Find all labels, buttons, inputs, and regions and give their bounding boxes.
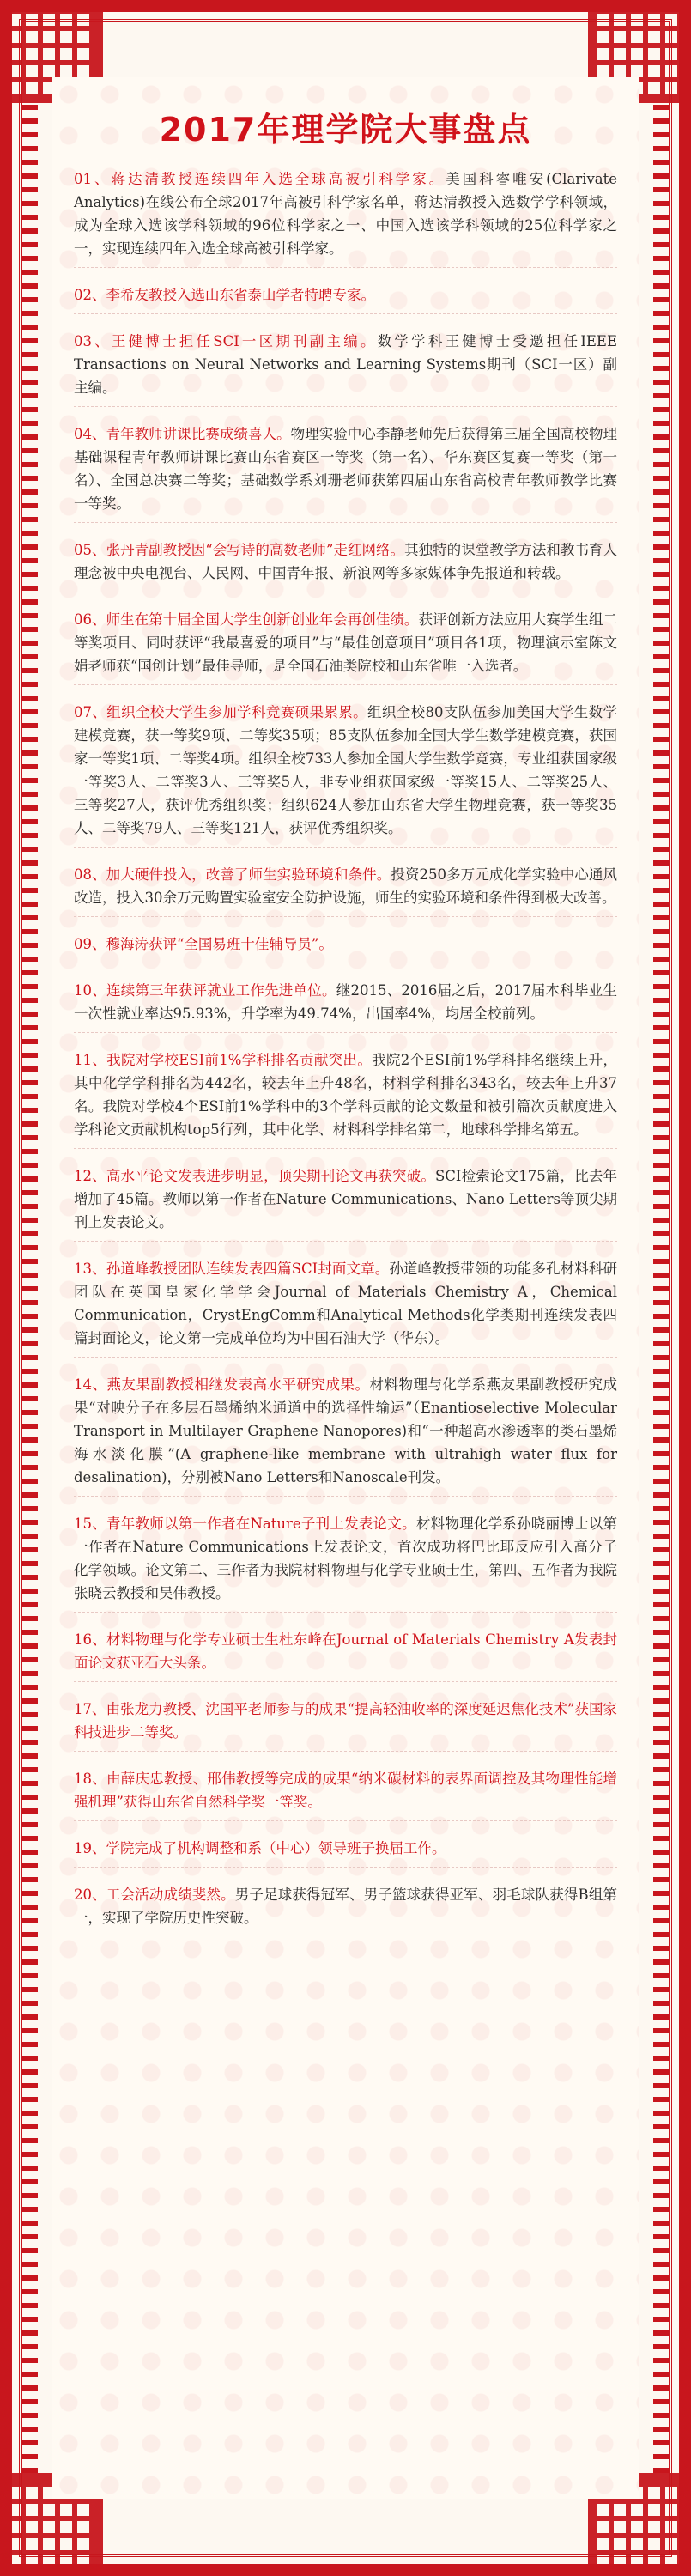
- event-headline: 青年教师讲课比赛成绩喜人。: [106, 426, 291, 442]
- event-number: 10、: [74, 982, 106, 999]
- event-number: 20、: [74, 1886, 106, 1903]
- event-number: 02、: [74, 287, 106, 303]
- event-number: 16、: [74, 1631, 106, 1648]
- event-headline: 连续第三年获评就业工作先进单位。: [106, 982, 336, 999]
- event-body: 数学学科王健博士受邀担任IEEE Transactions on Neural Networks and Learning Systems期刊（SCI一区）副主编。: [74, 333, 617, 396]
- event-number: 17、: [74, 1701, 106, 1717]
- event-item: [74, 1373, 617, 1497]
- event-number: 11、: [74, 1052, 107, 1068]
- event-number: 12、: [74, 1168, 106, 1184]
- event-body: 获评创新方法应用大赛学生组二等奖项目、同时获评“我最喜爱的项目”与“最佳创意项目”项目各1项，物理演示室陈文娟老师获“国创计划”最佳导师，是全国石油类院校和山东省唯一入选者。: [74, 611, 618, 674]
- event-number: 01、: [74, 171, 112, 187]
- event-number: 07、: [74, 704, 107, 720]
- event-item: [74, 863, 617, 917]
- event-headline: 学院完成了机构调整和系（中心）领导班子换届工作。: [106, 1840, 446, 1856]
- event-headline: 师生在第十届全国大学生创新创业年会再创佳绩。: [106, 611, 419, 628]
- event-number: 15、: [74, 1516, 106, 1532]
- event-number: 06、: [74, 611, 106, 628]
- side-pattern-right: [653, 103, 669, 2473]
- event-number: 05、: [74, 542, 106, 558]
- event-item: [74, 422, 617, 523]
- event-item: [74, 933, 617, 963]
- event-headline: 材料物理与化学专业硕士生杜东峰在Journal of Materials Chemistry A发表封面论文获亚石大头条。: [74, 1631, 618, 1671]
- event-item: [74, 608, 617, 685]
- event-headline: 由张龙力教授、沈国平老师参与的成果“提高轻油收率的深度延迟焦化技术”获国家科技进步二等奖。: [74, 1701, 617, 1741]
- event-item: [74, 167, 617, 268]
- event-headline: 燕友果副教授相继发表高水平研究成果。: [106, 1376, 370, 1393]
- page-title: 2017年理学院大事盘点: [159, 111, 532, 149]
- event-number: 08、: [74, 866, 106, 883]
- event-item: [74, 538, 617, 592]
- event-body: 孙道峰教授带领的功能多孔材料科研团队在英国皇家化学学会Journal of Materials Chemistry A，Chemical Communication，CrystEngComm和Analytical Methods化学类期刊连续发表四篇封面论文，论文第一完成单位均为中国石油大学（华东）。: [74, 1261, 618, 1346]
- event-headline: 李希友教授入选山东省泰山学者特聘专家。: [106, 287, 375, 303]
- event-number: 13、: [74, 1261, 106, 1277]
- event-number: 09、: [74, 936, 106, 952]
- event-body: 材料物理化学系孙晓丽博士以第一作者在Nature Communications上发表论文，首次成功将巴比耶反应引入高分子化学领域。论文第二、三作者为我院材料物理与化学专业硕士生，第四、五作者为我院张晓云教授和吴伟教授。: [74, 1516, 618, 1601]
- event-body: 美国科睿唯安(Clarivate Analytics)在线公布全球2017年高被引科学家名单，蒋达清教授入选数学学科领域，成为全球入选该学科领域的96位科学家之一、中国入选该学科领域的25位科学家之一，实现连续四年入选全球高被引科学家。: [74, 171, 617, 257]
- event-item: [74, 1257, 617, 1358]
- event-headline: 孙道峰教授团队连续发表四篇SCI封面文章。: [106, 1261, 390, 1277]
- event-body: 投资250多万元成化学实验中心通风改造，投入30余万元购置实验室安全防护设施，师生的实验环境和条件得到极大改善。: [74, 866, 618, 906]
- event-body: 组织全校80支队伍参加美国大学生数学建模竞赛，获一等奖9项、二等奖35项；85支队伍参加全国大学生数学建模竞赛，获国家一等奖1项、二等奖4项。组织全校733人参加全国大学生数学竞赛，专业组获国家级一等奖3人、二等奖3人、三等奖5人，非专业组获国家级一等奖15人、二等奖25人、三等奖27人，获评优秀组织奖；组织624人参加山东省大学生物理竞赛，获一等奖35人、二等奖79人、三等奖121人，获评优秀组织奖。: [74, 704, 617, 836]
- event-number: 04、: [74, 426, 106, 442]
- event-body: 物理实验中心李静老师先后获得第三届全国高校物理基础课程青年教师讲课比赛山东省赛区一等奖（第一名）、华东赛区复赛一等奖（第一名）、全国总决赛二等奖；基础数学系刘珊老师获第四届山东省高校青年教师教学比赛一等奖。: [74, 426, 618, 512]
- event-body: 继2015、2016届之后，2017届本科毕业生一次性就业率达95.93%，升学率为49.74%，出国率4%，均居全校前列。: [74, 982, 617, 1022]
- event-headline: 青年教师以第一作者在Nature子刊上发表论文。: [106, 1516, 416, 1532]
- event-item: [74, 1883, 617, 1936]
- event-headline: 张丹青副教授因“会写诗的高数老师”走红网络。: [106, 542, 405, 558]
- event-item: [74, 701, 617, 848]
- event-headline: 王健博士担任SCI一区期刊副主编。: [111, 333, 378, 349]
- event-item: [74, 283, 617, 314]
- event-headline: 我院对学校ESI前1%学科排名贡献突出。: [106, 1052, 373, 1068]
- event-body: 其独特的课堂教学方法和教书育人理念被中央电视台、人民网、中国青年报、新浪网等多家媒体争先报道和转载。: [74, 542, 618, 581]
- event-headline: 由薛庆忠教授、邢伟教授等完成的成果“纳米碳材料的表界面调控及其物理性能增强机理”获得山东省自然科学奖一等奖。: [74, 1771, 617, 1810]
- event-item: [74, 1837, 617, 1868]
- event-item: [74, 1698, 617, 1752]
- event-headline: 蒋达清教授连续四年入选全球高被引科学家。: [111, 171, 446, 187]
- event-item: [74, 979, 617, 1033]
- event-body: 材料物理与化学系燕友果副教授研究成果“对映分子在多层石墨烯纳米通道中的选择性输运”（Enantioselective Molecular Transport in Multilayer Graphene Nanopores)和“一种超高水渗透率的类石墨烯海水淡化膜”(A graphene-like membrane with ultrahigh water flux for desalination)，分别被Nano Letters和Nanoscale刊发。: [74, 1376, 617, 1485]
- side-pattern-left: [22, 103, 38, 2473]
- event-item: [74, 330, 617, 407]
- event-body: SCI检索论文175篇，比去年增加了45篇。教师以第一作者在Nature Communications、Nano Letters等顶尖期刊上发表论文。: [74, 1168, 618, 1230]
- event-item: [74, 1164, 617, 1242]
- event-headline: 工会活动成绩斐然。: [106, 1886, 235, 1903]
- event-headline: 穆海涛获评“全国易班十佳辅导员”。: [106, 936, 333, 952]
- event-number: 19、: [74, 1840, 106, 1856]
- event-body: 男子足球获得冠军、男子篮球获得亚军、羽毛球队获得B组第一，实现了学院历史性突破。: [74, 1886, 617, 1926]
- event-item: [74, 1628, 617, 1682]
- event-number: 03、: [74, 333, 112, 349]
- event-number: 18、: [74, 1771, 107, 1787]
- event-item: [74, 1767, 617, 1821]
- event-item: [74, 1512, 617, 1613]
- event-number: 14、: [74, 1376, 107, 1393]
- event-item: [74, 1048, 617, 1149]
- event-headline: 组织全校大学生参加学科竞赛硕果累累。: [106, 704, 367, 720]
- content-page: [52, 77, 639, 2499]
- event-headline: 高水平论文发表进步明显，顶尖期刊论文再获突破。: [106, 1168, 435, 1184]
- event-headline: 加大硬件投入，改善了师生实验环境和条件。: [106, 866, 391, 883]
- event-body: 我院2个ESI前1%学科排名继续上升，其中化学学科排名为442名，较去年上升48名，材料学科排名343名，较去年上升37名。我院对学校4个ESI前1%学科中的3个学科贡献的论文数量和被引篇次贡献度进入学科论文贡献机构top5行列，其中化学、材料科学排名第二，地球科学排名第五。: [74, 1052, 617, 1138]
